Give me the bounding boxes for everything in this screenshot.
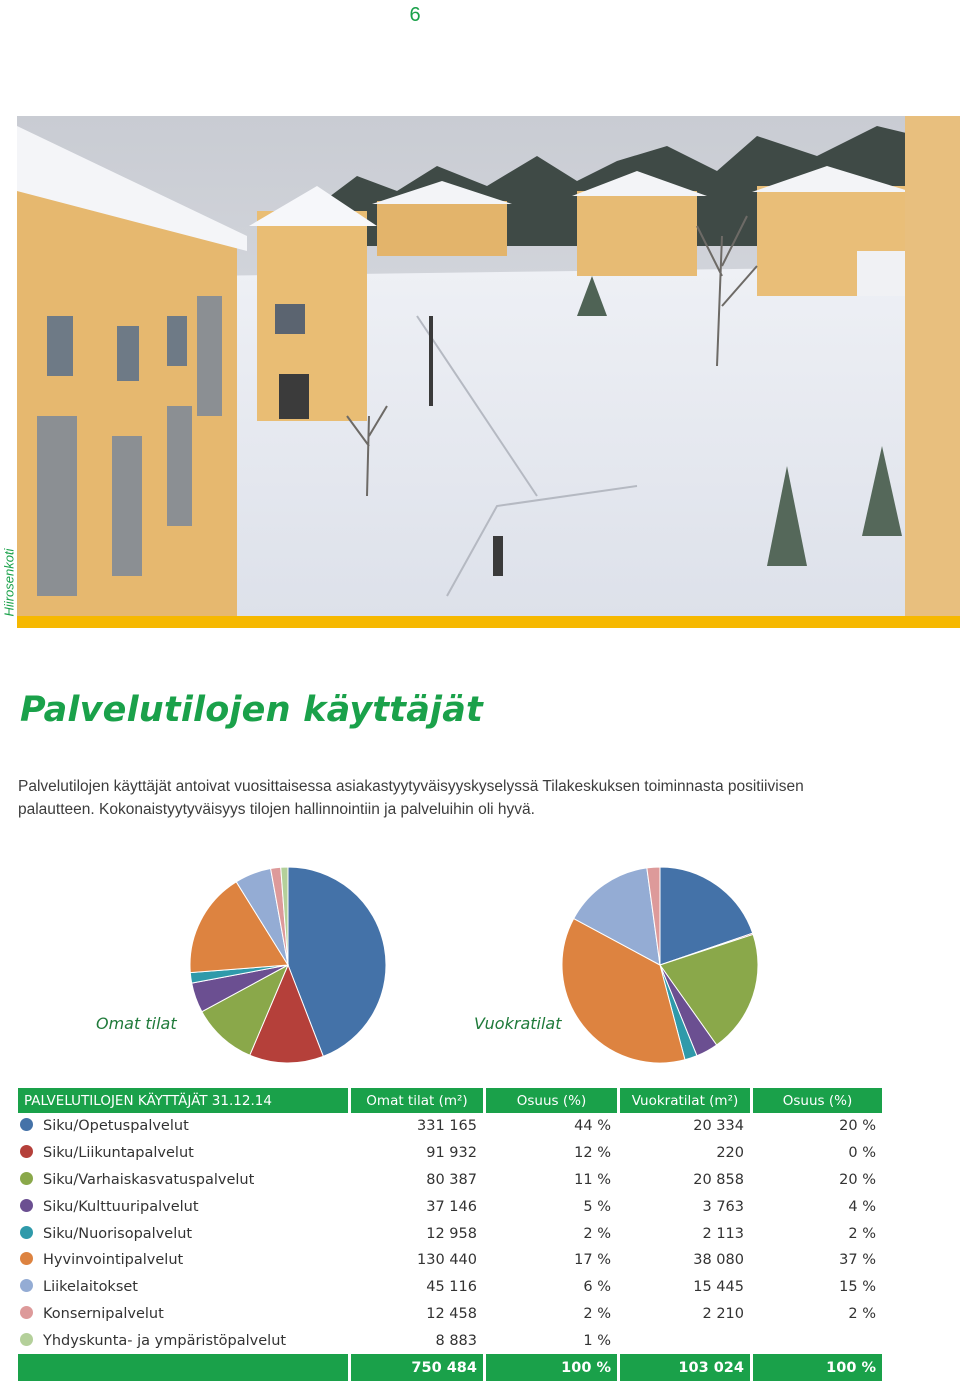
table-row <box>18 1193 882 1220</box>
header-vuokratilat: Vuokratilat (m²) <box>617 1088 750 1113</box>
row-category-label: Siku/Liikuntapalvelut <box>43 1145 194 1162</box>
row-category-label: Konsernipalvelut <box>43 1305 164 1322</box>
row-osuus1: 1 % <box>583 1332 611 1349</box>
row-osuus1: 44 % <box>574 1118 611 1135</box>
row-category <box>18 1220 348 1247</box>
row-osuus2: 4 % <box>848 1198 876 1215</box>
row-omat: 91 932 <box>426 1145 477 1162</box>
row-osuus1: 6 % <box>583 1279 611 1296</box>
table-row <box>18 1140 882 1167</box>
row-vuokra: 220 <box>716 1145 744 1162</box>
row-vuokra: 20 334 <box>693 1118 744 1135</box>
row-vuokra: 15 445 <box>693 1279 744 1296</box>
table-row <box>18 1113 882 1140</box>
row-vuokra: 2 113 <box>702 1225 744 1242</box>
row-osuus1: 2 % <box>583 1305 611 1322</box>
row-omat: 12 958 <box>426 1225 477 1242</box>
legend-dot-icon <box>20 1279 33 1292</box>
row-category-label: Yhdyskunta- ja ympäristöpalvelut <box>43 1332 287 1349</box>
total-label <box>18 1354 348 1381</box>
legend-dot-icon <box>20 1172 33 1185</box>
row-category-label: Siku/Opetuspalvelut <box>43 1118 189 1135</box>
header-osuus-omat: Osuus (%) <box>483 1088 617 1113</box>
pie-label-vuokratilat: Vuokratilat <box>474 1014 562 1033</box>
row-category-label: Siku/Varhaiskasvatuspalvelut <box>43 1171 255 1188</box>
table-row <box>18 1327 882 1354</box>
legend-dot-icon <box>20 1252 33 1265</box>
row-vuokra <box>617 1327 750 1354</box>
row-osuus2: 15 % <box>839 1279 876 1296</box>
row-omat: 80 387 <box>426 1171 477 1188</box>
row-vuokra: 38 080 <box>693 1252 744 1269</box>
page-heading: Palvelutilojen käyttäjät <box>20 690 483 730</box>
row-category-label: Siku/Nuorisopalvelut <box>43 1225 193 1242</box>
row-osuus1: 12 % <box>574 1145 611 1162</box>
legend-dot-icon <box>20 1118 33 1131</box>
row-osuus2: 37 % <box>839 1252 876 1269</box>
divider-bar <box>17 616 960 628</box>
row-category <box>18 1327 348 1354</box>
row-omat: 37 146 <box>426 1198 477 1215</box>
snowy-courtyard-photo <box>17 116 960 616</box>
row-omat: 130 440 <box>417 1252 477 1269</box>
row-osuus2: 2 % <box>848 1305 876 1322</box>
legend-dot-icon <box>20 1145 33 1158</box>
row-osuus1: 2 % <box>583 1225 611 1242</box>
pie-label-omat-tilat: Omat tilat <box>96 1014 177 1033</box>
row-category <box>18 1247 348 1274</box>
row-category-label: Hyvinvointipalvelut <box>43 1252 184 1269</box>
row-osuus2: 0 % <box>848 1145 876 1162</box>
row-osuus1: 5 % <box>583 1198 611 1215</box>
page-number: 6 <box>409 4 421 26</box>
row-omat: 8 883 <box>435 1332 477 1349</box>
row-osuus1: 17 % <box>574 1252 611 1269</box>
photo-caption: Hiirosenkoti <box>1 548 17 617</box>
row-osuus2: 20 % <box>839 1118 876 1135</box>
row-category <box>18 1140 348 1167</box>
legend-dot-icon <box>20 1333 33 1346</box>
row-category <box>18 1274 348 1301</box>
row-osuus2: 20 % <box>839 1171 876 1188</box>
row-vuokra: 3 763 <box>702 1198 744 1215</box>
legend-dot-icon <box>20 1306 33 1319</box>
row-category <box>18 1193 348 1220</box>
header-omat-tilat: Omat tilat (m²) <box>348 1088 483 1113</box>
row-osuus2 <box>750 1327 882 1354</box>
pie-chart-omat-tilat <box>188 865 388 1065</box>
row-category <box>18 1167 348 1194</box>
table-row <box>18 1301 882 1328</box>
header-category: PALVELUTILOJEN KÄYTTÄJÄT 31.12.14 <box>18 1088 348 1113</box>
row-omat: 331 165 <box>417 1118 477 1135</box>
total-omat: 750 484 <box>348 1354 483 1381</box>
legend-dot-icon <box>20 1199 33 1212</box>
row-osuus2: 2 % <box>848 1225 876 1242</box>
intro-paragraph: Palvelutilojen käyttäjät antoivat vuosittaisessa asiakastyytyväisyyskyselyssä Tilakeskuksen toiminnasta positiivisen palautteen. Kokonaistyytyväisyys tilojen hallinnointiin ja palveluihin oli hyvä. <box>18 778 804 818</box>
table-row <box>18 1247 882 1274</box>
photo-illustration <box>17 116 960 616</box>
row-vuokra: 20 858 <box>693 1171 744 1188</box>
row-category <box>18 1301 348 1328</box>
row-omat: 45 116 <box>426 1279 477 1296</box>
table-row <box>18 1220 882 1247</box>
total-vuokra: 103 024 <box>617 1354 750 1381</box>
table-row <box>18 1274 882 1301</box>
row-category <box>18 1113 348 1140</box>
row-vuokra: 2 210 <box>702 1305 744 1322</box>
row-category-label: Siku/Kulttuuripalvelut <box>43 1198 199 1215</box>
row-omat: 12 458 <box>426 1305 477 1322</box>
row-category-label: Liikelaitokset <box>43 1279 138 1296</box>
header-osuus-vuokra: Osuus (%) <box>750 1088 882 1113</box>
table-total-row <box>18 1354 882 1381</box>
pie-chart-vuokratilat <box>560 865 760 1065</box>
table-row <box>18 1167 882 1194</box>
row-osuus1: 11 % <box>574 1171 611 1188</box>
total-osuus-vuokra: 100 % <box>750 1354 882 1381</box>
legend-dot-icon <box>20 1226 33 1239</box>
users-table <box>18 1088 882 1381</box>
table-header-row <box>18 1088 882 1113</box>
total-osuus-omat: 100 % <box>483 1354 617 1381</box>
